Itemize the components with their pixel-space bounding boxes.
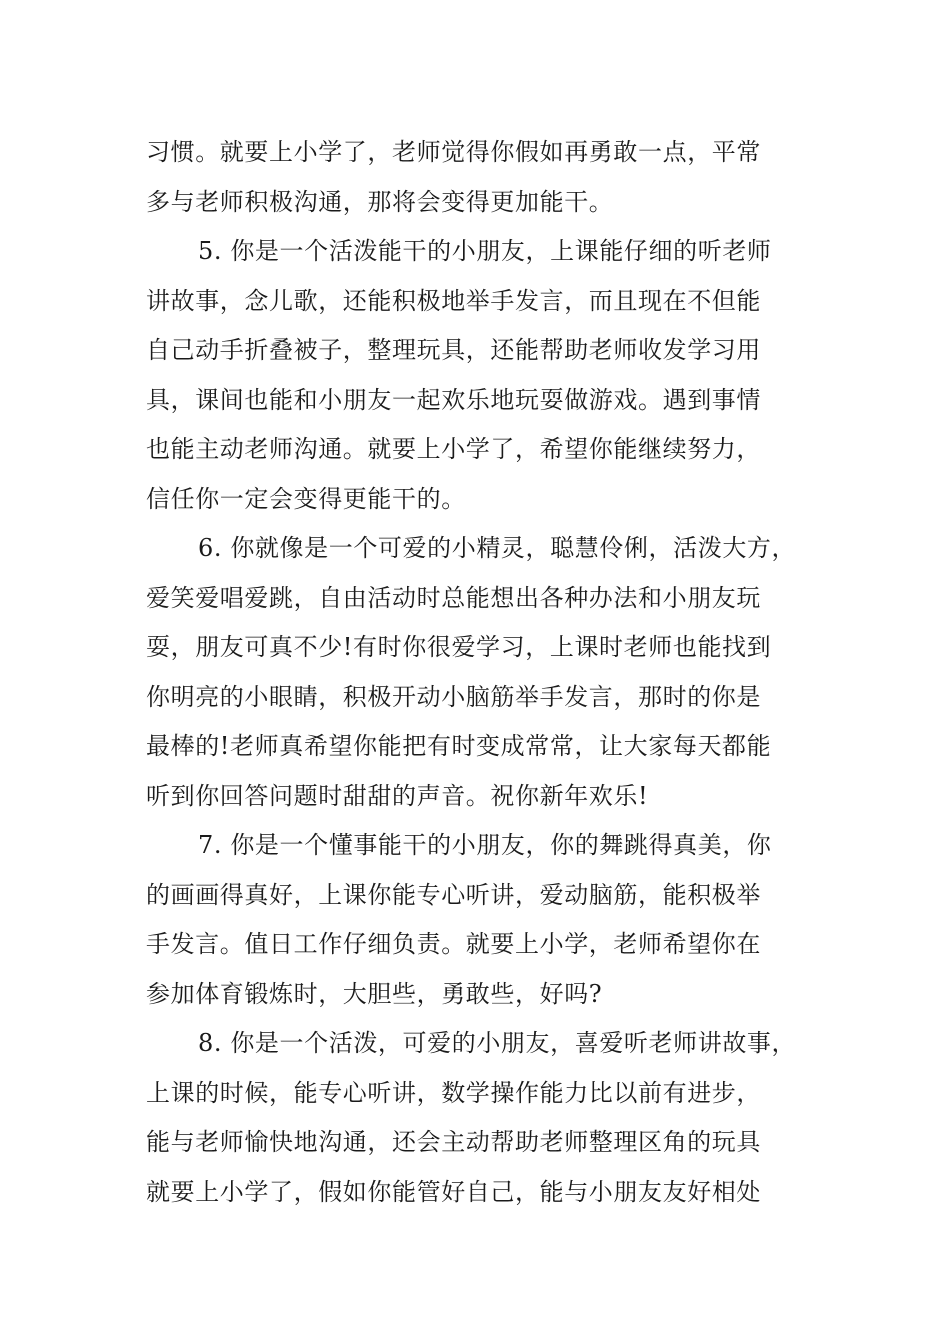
text-line: 讲故事，念儿歌，还能积极地举手发言，而且现在不但能 (146, 286, 761, 315)
text-line: 上课的时候，能专心听讲，数学操作能力比以前有进步， (146, 1078, 761, 1107)
text-line: 也能主动老师沟通。就要上小学了，希望你能继续努力， (146, 435, 761, 463)
text-line: 具，课间也能和小朋友一起欢乐地玩耍做游戏。遇到事情 (146, 385, 761, 414)
document-body (146, 128, 836, 1217)
text-line: 手发言。值日工作仔细负责。就要上小学，老师希望你在 (146, 930, 761, 958)
paragraph-first-line: 5. 你是一个活泼能干的小朋友，上课能仔细的听老师 (198, 237, 772, 265)
text-line: 多与老师积极沟通，那将会变得更加能干。 (146, 187, 614, 216)
text-line: 参加体育锻炼时，大胆些，勇敢些，好吗? (146, 979, 603, 1008)
text-line: 最棒的!老师真希望你能把有时变成常常，让大家每天都能 (146, 732, 772, 760)
text-line: 习惯。就要上小学了，老师觉得你假如再勇敢一点，平常 (146, 138, 761, 166)
text-line: 听到你回答问题时甜甜的声音。祝你新年欢乐! (146, 781, 649, 810)
text-line: 自己动手折叠被子，整理玩具，还能帮助老师收发学习用 (146, 336, 761, 364)
text-line: 爱笑爱唱爱跳，自由活动时总能想出各种办法和小朋友玩 (146, 583, 761, 612)
text-line: 的画画得真好，上课你能专心听讲，爱动脑筋，能积极举 (146, 880, 761, 909)
paragraph-first-line: 7. 你是一个懂事能干的小朋友，你的舞跳得真美，你 (198, 831, 772, 859)
text-line: 就要上小学了，假如你能管好自己，能与小朋友友好相处 (146, 1177, 761, 1206)
text-line: 耍，朋友可真不少!有时你很爱学习，上课时老师也能找到 (146, 633, 772, 661)
paragraph-first-line: 6. 你就像是一个可爱的小精灵，聪慧伶俐，活泼大方， (198, 534, 797, 562)
paragraph-first-line: 8. 你是一个活泼，可爱的小朋友，喜爱听老师讲故事， (198, 1029, 797, 1057)
text-line: 信任你一定会变得更能干的。 (146, 484, 466, 513)
text-line: 你明亮的小眼睛，积极开动小脑筋举手发言，那时的你是 (146, 682, 761, 711)
text-line: 能与老师愉快地沟通，还会主动帮助老师整理区角的玩具 (146, 1128, 761, 1156)
